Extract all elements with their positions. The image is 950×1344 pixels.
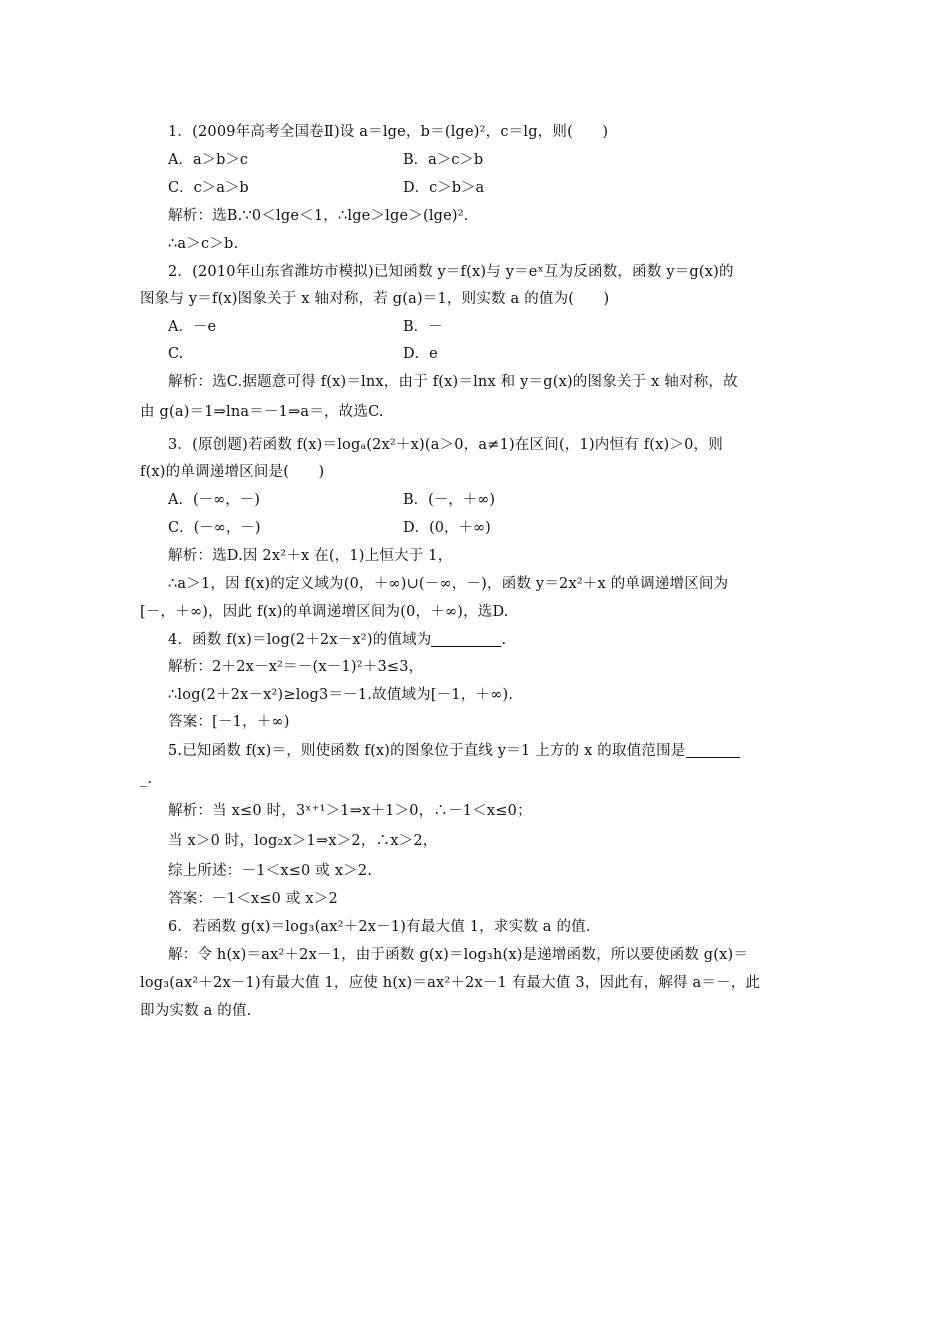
problem-1-option-a: A．a＞b＞c bbox=[168, 152, 249, 168]
problem-1-solution-line-1: 解析：选B.∵0＜lge＜1，∴lge＞lge＞(lge)². bbox=[168, 208, 469, 224]
problem-2-stem-line-2: 图象与 y＝f(x)图象关于 x 轴对称，若 g(a)＝1，则实数 a 的值为( ) bbox=[140, 291, 610, 307]
problem-5-stem-line-2: _. bbox=[140, 771, 153, 787]
problem-4-stem bbox=[168, 626, 848, 654]
problem-3-stem-line-1: 3．(原创题)若函数 f(x)＝logₐ(2x²＋x)(a＞0，a≠1)在区间(，1)内恒有 f(x)＞0，则 bbox=[168, 437, 723, 453]
problem-1-option-b: B．a＞c＞b bbox=[403, 152, 484, 168]
problem-4-answer: 答案：[－1，＋∞) bbox=[168, 714, 290, 730]
problem-6-solution-line-2: log₃(ax²＋2x－1)有最大值 1，应使 h(x)＝ax²＋2x－1 有最大值 3，因此有，解得 a＝－，此 bbox=[140, 975, 761, 991]
problem-6-stem: 6．若函数 g(x)＝log₃(ax²＋2x－1)有最大值 1，求实数 a 的值. bbox=[168, 919, 591, 935]
problem-3-option-c: C．(－∞，－) bbox=[168, 520, 261, 536]
problem-1-stem: 1．(2009年高考全国卷Ⅱ)设 a＝lge，b＝(lge)²，c＝lg，则( ) bbox=[168, 124, 609, 140]
problem-3-option-d: D．(0，＋∞) bbox=[403, 520, 491, 536]
problem-2-option-c: C. bbox=[168, 346, 184, 362]
problem-2-option-a: A．－e bbox=[168, 319, 217, 335]
problem-4-stem-end: . bbox=[501, 632, 507, 648]
problem-2-solution-line-2: 由 g(a)＝1⇒lna＝－1⇒a＝，故选C. bbox=[140, 404, 384, 420]
problem-4-stem-text: 4．函数 f(x)＝log(2＋2x－x²)的值域为 bbox=[168, 632, 432, 648]
problem-2-option-b: B．－ bbox=[403, 319, 443, 335]
problem-6-solution-line-3: 即为实数 a 的值. bbox=[140, 1003, 252, 1019]
problem-2-solution-line-1: 解析：选C.据题意可得 f(x)＝lnx，由于 f(x)＝lnx 和 y＝g(x)的图象关于 x 轴对称，故 bbox=[168, 374, 738, 390]
problem-3-stem-line-2: f(x)的单调递增区间是( ) bbox=[140, 464, 325, 480]
problem-4-solution-line-2: ∴log(2＋2x－x²)≥log3＝－1.故值域为[－1，＋∞). bbox=[168, 687, 514, 703]
problem-3-solution-line-1: 解析：选D.因 2x²＋x 在(，1)上恒大于 1， bbox=[168, 548, 453, 564]
problem-3-option-a: A．(－∞，－) bbox=[168, 492, 260, 508]
problem-1-option-c: C．c＞a＞b bbox=[168, 180, 249, 196]
problem-3-solution-line-2: ∴a＞1，因 f(x)的定义域为(0，＋∞)∪(－∞，－)，函数 y＝2x²＋x 的单调递增区间为 bbox=[168, 576, 729, 592]
problem-6-solution-line-1: 解：令 h(x)＝ax²＋2x－1，由于函数 g(x)＝log₃h(x)是递增函数，所以要使函数 g(x)＝ bbox=[168, 947, 749, 963]
answer-blank bbox=[431, 630, 501, 647]
problem-5-stem-text: 5.已知函数 f(x)＝，则使函数 f(x)的图象位于直线 y＝1 上方的 x 的取值范围是 bbox=[168, 743, 686, 759]
problem-5-solution-line-3: 综上所述：－1＜x≤0 或 x＞2. bbox=[168, 863, 373, 879]
problem-5-answer: 答案：－1＜x≤0 或 x＞2 bbox=[168, 891, 338, 907]
problem-5-solution-line-1: 解析：当 x≤0 时，3ˣ⁺¹＞1⇒x＋1＞0，∴－1＜x≤0； bbox=[168, 803, 532, 819]
problem-3-solution-line-3: [－，＋∞)，因此 f(x)的单调递增区间为(0，＋∞)，选D. bbox=[140, 604, 509, 620]
answer-blank bbox=[686, 741, 740, 758]
problem-5-stem bbox=[168, 737, 848, 765]
problem-1-option-d: D．c＞b＞a bbox=[403, 180, 485, 196]
problem-4-solution-line-1: 解析：2＋2x－x²＝－(x－1)²＋3≤3， bbox=[168, 659, 424, 675]
problem-5-solution-line-2: 当 x＞0 时，log₂x＞1⇒x＞2，∴x＞2， bbox=[168, 833, 438, 849]
problem-2-stem-line-1: 2．(2010年山东省潍坊市模拟)已知函数 y＝f(x)与 y＝eˣ互为反函数，函数 y＝g(x)的 bbox=[168, 264, 734, 280]
problem-2-option-d: D．e bbox=[403, 346, 438, 362]
problem-1-solution-line-2: ∴a＞c＞b. bbox=[168, 236, 239, 252]
problem-3-option-b: B．(－，＋∞) bbox=[403, 492, 496, 508]
